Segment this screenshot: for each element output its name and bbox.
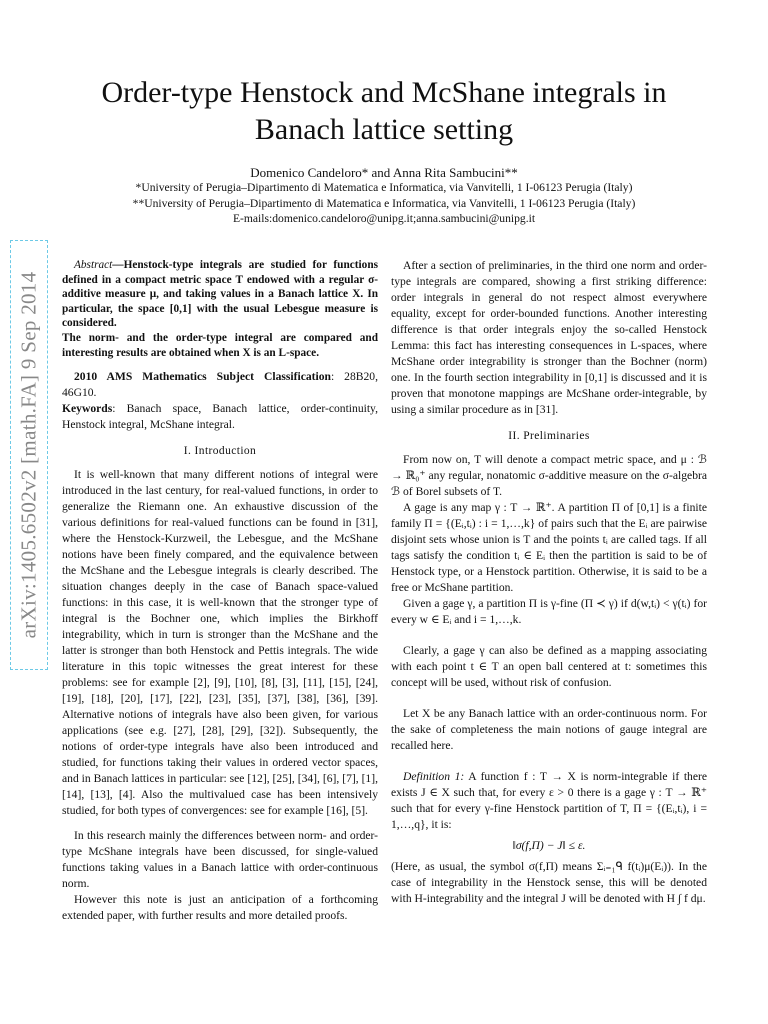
msc-value: : 28B20, 46G10. [62,370,378,400]
abstract-text: —Henstock-type integrals are studied for functions defined in a compact metric space T endowed with a regular σ-additive measure μ, and taking values in a Banach lattice X. In particular, the space [0,1] with the usual Lebesgue measure is considered. [62,259,378,330]
abstract [62,258,378,331]
definition-text: A function f : T → X is norm-integrable if there exists J ∈ X such that, for every ε > 0 there is a gage γ : T → ℝ⁺ such that for every γ-fine Henstock partition of T, Π = {(Eᵢ,tᵢ), i = 1,…,q}, it is: [391,770,707,831]
authors: Domenico Candeloro* and Anna Rita Sambucini** [250,165,518,180]
keywords-line [62,401,378,433]
intro-paragraph-1: It is well-known that many different notions of integral were introduced in the last century, for real-valued functions, in order to generalize the Riemann one. An exhaustive discussion of the various definitions for real-valued functions can be found in [31], where the Henstock-Kurzweil, the Lebesgue, and the McShane notions have been finely compared, and the equivalence between the McShane and the Lebesgue integrals is clearly described. The situation changes deeply in the case of Banach space-valued functions: in this case, it is well-known that the stronger type of integral is the Bochner one, which implies the Birkhoff integrability, which in turn is stronger than the McShane and the latter is stronger than both Henstock and Pettis integrals. The wide literature in this topic witnesses the great interest for these problems: see for example [2], [9], [10], [8], [3], [11], [15], [24], [19], [18], [20], [17], [22], [23], [35], [37], [38], [36], [39]. Alternative notions of integrals have also been given, for various applications (see e.g. [27], [28], [29], [32]). Subsequently, the notions of order-type integrals have also been introduced and studied, for functions taking their values in ordered vector spaces, and in Banach lattices in particular: see [12], [25], [34], [6], [7], [1], [14], [13], [4]. Also the multivalued case has been intensively studied, for both types of convergences: see for example [16], [5]. [62,468,378,818]
keywords-value: : Banach space, Banach lattice, order-continuity, Henstock integral, McShane integral. [62,402,378,432]
arxiv-identifier[interactable]: arXiv:1405.6502v2 [math.FA] 9 Sep 2014 [16,271,41,639]
msc-line [62,369,378,401]
abstract-label: Abstract [74,259,113,271]
abstract-2: The norm- and the order-type integral are compared and interesting results are obtained when X is an L-space. [62,331,378,359]
norm-formula: ‖σ(f,Π) − J‖ ≤ ε. [512,839,586,852]
prelim-paragraph-2: A gage is any map γ : T → ℝ⁺. A partition Π of [0,1] is a finite family Π = {(Eᵢ,tᵢ) : i = 1,…,k} of pairs such that the Eᵢ are pairwise disjoint sets whose union is T and the points tᵢ are called tags. If all tags satisfy the condition tᵢ ∈ Eᵢ then the partition is said to be of Henstock type, or a Henstock partition. Otherwise, it is said to be a free or McShane partition. [391,501,707,594]
paper-title: Order-type Henstock and McShane integrals in Banach lattice setting [101,76,667,146]
intro-heading: I. Introduction [183,445,257,458]
intro-paragraph-4: After a section of preliminaries, in the third one norm and order-type integrals are compared, showing a first striking difference: order integrals in general do not respect almost everywhere equality, except for order-bounded functions. Another interesting difference is that order integrals enjoy the so-called Henstock Lemma: this fact has interesting consequences in L-spaces, where McShane order integrability is stronger than the Bochner (norm) one. In the fourth section integrability in [0,1] is discussed and it is proven that monotone mappings are McShane order-integrable, by using a similar procedure as in [31]. [391,259,707,416]
intro-paragraph-3: However this note is just an anticipation of a forthcoming extended paper, with further results and more detailed proofs. [62,893,378,923]
prelim-paragraph-6: (Here, as usual, the symbol σ(f,Π) means Σᵢ₌₁ᑫ f(tᵢ)μ(Eᵢ)). In the case of integrability in the Henstock sense, this will be denoted with H-integrability and the integral J will be denoted with H ∫ f dμ. [391,860,707,905]
email-line[interactable]: E-mails:domenico.candeloro@unipg.it;anna.sambucini@unipg.it [232,212,536,225]
right-column [391,258,707,907]
intro-paragraph-2: In this research mainly the differences between norm- and order-type McShane integrals have been discussed, for single-valued functions taking values in a Banach lattice with order-continuous norm. [62,829,378,891]
affiliations [60,180,708,227]
prelim-paragraph-1: From now on, T will denote a compact metric space, and μ : ℬ → ℝ₀⁺ any regular, nonatomic σ-additive measure on the σ-algebra ℬ of Borel subsets of T. [391,453,707,498]
definition-label: Definition 1: [403,770,465,783]
msc-label: 2010 AMS Mathematics Subject Classification [74,370,331,384]
prelim-paragraph-3: Given a gage γ, a partition Π is γ-fine (Π ≺ γ) if d(w,tᵢ) < γ(tᵢ) for every w ∈ Eᵢ and i = 1,…,k. [391,597,707,626]
affiliation-2: **University of Perugia–Dipartimento di Matematica e Informatica, via Vanvitelli, 1 I-06123 Perugia (Italy) [132,196,636,210]
prelim-paragraph-5: Let X be any Banach lattice with an order-continuous norm. For the sake of completeness the main notions of gauge integral are recalled here. [391,707,707,752]
definition-1 [391,769,707,833]
prelim-heading: II. Preliminaries [508,430,590,442]
keywords-label: Keywords [62,402,113,416]
affiliation-1: *University of Perugia–Dipartimento di Matematica e Informatica, via Vanvitelli, 1 I-06123 Perugia (Italy) [135,181,633,194]
prelim-paragraph-4: Clearly, a gage γ can also be defined as a mapping associating with each point t ∈ T an open ball centered at t: sometimes this concept will be used, without risk of confusion. [391,644,707,689]
left-column [62,258,378,924]
